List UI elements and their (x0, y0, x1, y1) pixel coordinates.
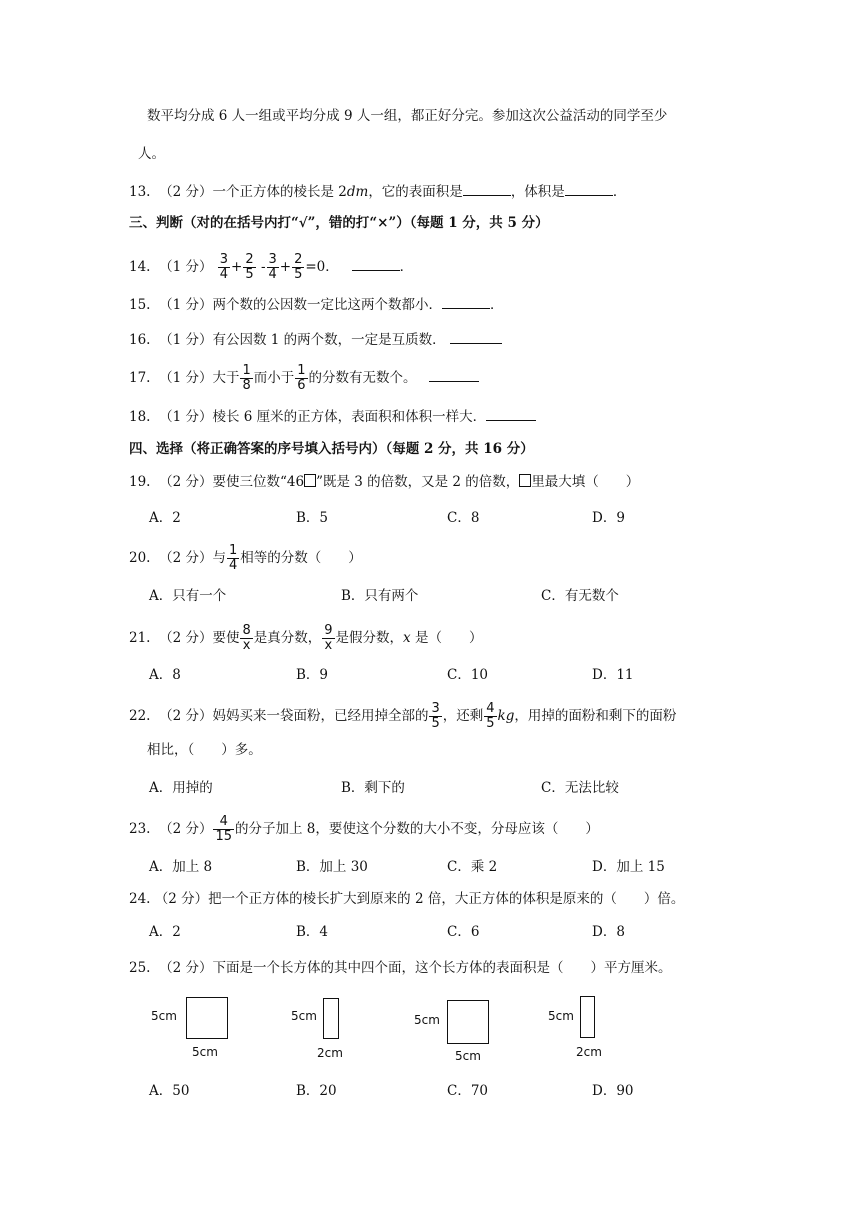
bottom-label: 5cm (455, 1049, 481, 1063)
option-b[interactable]: B．加上 30 (296, 859, 368, 875)
answer-blank[interactable] (352, 256, 400, 271)
fraction: $\frac{3}{4}$ (268, 252, 277, 282)
question-19: 19. （2 分）要使三位数“46 ”既是 3 的倍数，又是 2 的倍数， 里最大填（ ） (129, 474, 640, 490)
option-b[interactable]: B．20 (296, 1083, 337, 1099)
fraction: $\frac{4}{15}$ (215, 814, 233, 844)
blank-box-icon (304, 474, 316, 487)
question-13: 13. （2 分）一个正方体的棱长是 2dm，它的表面积是 ，体积是 ． (129, 181, 626, 202)
option-a[interactable]: A．只有一个 (149, 588, 227, 604)
bottom-label: 2cm (576, 1045, 602, 1059)
fraction: $\frac{2}{5}$ (294, 252, 303, 282)
option-b[interactable]: B．4 (296, 924, 329, 940)
fraction: $\frac{9}{x}$ (324, 623, 333, 653)
option-a[interactable]: A．2 (149, 924, 181, 940)
section-4-heading: 四、选择（将正确答案的序号填入括号内）（每题 2 分，共 16 分） (129, 441, 534, 457)
blank-box-icon (519, 474, 531, 487)
question-16: 16. （1 分）有公因数 1 的两个数，一定是互质数． (129, 329, 502, 350)
question-18: 18. （1 分）棱长 6 厘米的正方体，表面积和体积一样大． (129, 406, 536, 427)
fraction: $\frac{2}{5}$ (245, 252, 254, 282)
option-a[interactable]: A．用掉的 (149, 780, 213, 796)
option-a[interactable]: A．50 (149, 1083, 190, 1099)
side-label: 5cm (291, 1009, 317, 1023)
fraction: $\frac{4}{5}$ (486, 701, 495, 731)
option-c[interactable]: C．10 (447, 667, 489, 683)
option-d[interactable]: D．9 (592, 510, 625, 526)
question-21: 21. （2 分）要使 $\frac{8}{x}$ 是真分数， $\frac{9}{x}$ 是假分数，x 是（ ） (129, 623, 483, 653)
option-d[interactable]: D．11 (592, 667, 634, 683)
option-c[interactable]: C．有无数个 (541, 588, 619, 604)
fraction: $\frac{1}{8}$ (242, 363, 251, 393)
bottom-label: 5cm (192, 1045, 218, 1059)
option-a[interactable]: A．加上 8 (149, 859, 213, 875)
option-c[interactable]: C．70 (447, 1083, 489, 1099)
bottom-label: 2cm (317, 1046, 343, 1060)
question-20: 20. （2 分）与 $\frac{1}{4}$ 相等的分数（ ） (129, 543, 362, 573)
option-b[interactable]: B．9 (296, 667, 329, 683)
section-3-heading: 三、判断（对的在括号内打“√”，错的打“×”）（每题 1 分，共 5 分） (129, 215, 549, 231)
side-label: 5cm (548, 1009, 574, 1023)
option-c[interactable]: C．6 (447, 924, 480, 940)
rect-face (323, 998, 339, 1039)
question-22: 22. （2 分）妈妈买来一袋面粉，已经用掉全部的 $\frac{3}{5}$ ，还剩 $\frac{4}{5}$ kg，用掉的面粉和剩下的面粉 (129, 701, 677, 731)
question-25: 25. （2 分）下面是一个长方体的其中四个面，这个长方体的表面积是（ ）平方厘米。 (129, 960, 672, 976)
answer-blank[interactable] (463, 181, 511, 196)
fraction: $\frac{1}{4}$ (228, 543, 238, 573)
question-23: 23. （2 分） $\frac{4}{15}$ 的分子加上 8，要使这个分数的大小不变，分母应该（ ） (129, 814, 599, 844)
fraction: $\frac{3}{4}$ (219, 252, 229, 282)
fraction: $\frac{1}{6}$ (297, 363, 306, 393)
intro-line-1: 数平均分成 6 人一组或平均分成 9 人一组，都正好分完。参加这次公益活动的同学至少 (147, 108, 668, 124)
intro-line-2: 人。 (138, 146, 165, 162)
square-face (447, 1000, 489, 1044)
option-c[interactable]: C．无法比较 (541, 780, 619, 796)
question-24: 24. （2 分）把一个正方体的棱长扩大到原来的 2 倍，大正方体的体积是原来的（ ）倍。 (129, 891, 685, 907)
side-label: 5cm (151, 1009, 177, 1023)
fraction: $\frac{3}{5}$ (431, 701, 440, 731)
option-b[interactable]: B．剩下的 (341, 780, 405, 796)
option-a[interactable]: A．2 (149, 510, 181, 526)
side-label: 5cm (414, 1013, 440, 1027)
square-face (186, 997, 228, 1039)
option-d[interactable]: D．加上 15 (592, 859, 665, 875)
option-c[interactable]: C．8 (447, 510, 480, 526)
fraction: $\frac{8}{x}$ (242, 623, 251, 653)
answer-blank[interactable] (442, 294, 490, 309)
option-b[interactable]: B．只有两个 (341, 588, 419, 604)
question-17: 17. （1 分）大于 $\frac{1}{8}$ 而小于 $\frac{1}{6}$ 的分数有无数个。 (129, 364, 479, 393)
answer-blank[interactable] (565, 181, 613, 196)
answer-blank[interactable] (429, 367, 479, 382)
option-c[interactable]: C．乘 2 (447, 859, 498, 875)
option-d[interactable]: D．90 (592, 1083, 634, 1099)
option-b[interactable]: B．5 (296, 510, 329, 526)
option-a[interactable]: A．8 (149, 667, 181, 683)
answer-blank[interactable] (450, 329, 502, 344)
answer-blank[interactable] (486, 406, 536, 421)
rect-face (580, 996, 595, 1038)
question-15: 15. （1 分）两个数的公因数一定比这两个数都小． ． (129, 294, 503, 315)
option-d[interactable]: D．8 (592, 924, 625, 940)
question-22-line-2: 相比，（ ）多。 (147, 742, 262, 758)
question-14: 14. （1 分） $\frac{3}{4}$ + $\frac{2}{5}$ - $\frac{3}{4}$ + $\frac{2}{5}$ =0． ． (129, 252, 414, 282)
